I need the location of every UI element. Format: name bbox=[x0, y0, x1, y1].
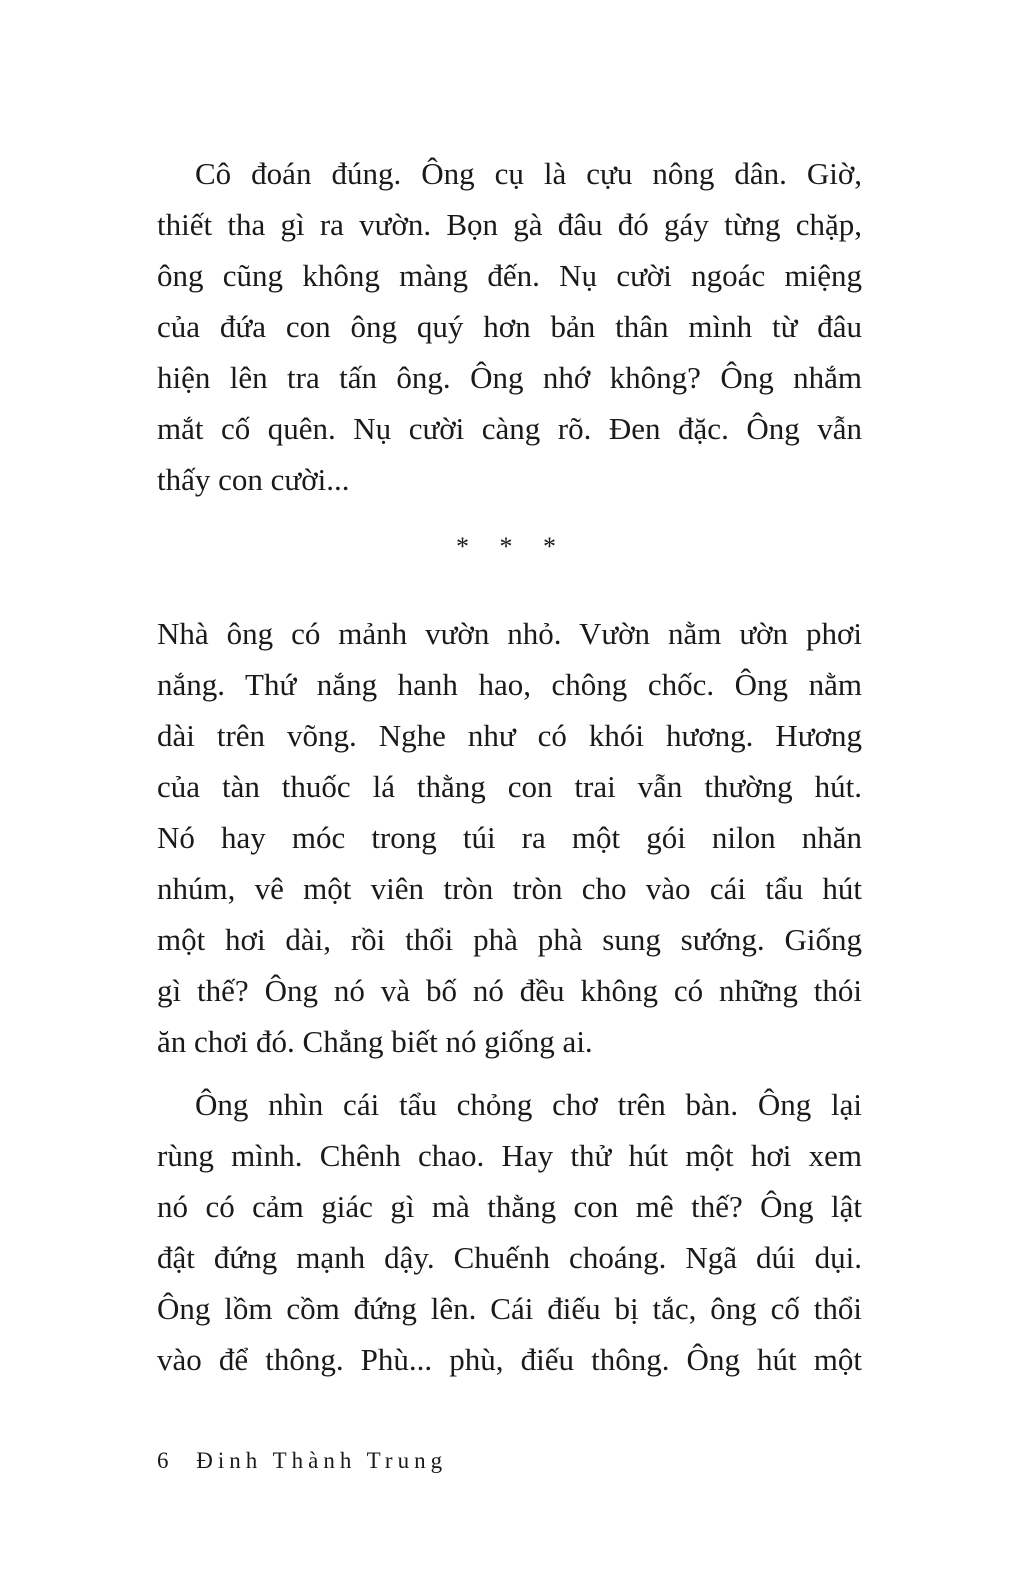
text-line: Ông nhìn cái tẩu chỏng chơ trên bàn. Ông lại bbox=[195, 1087, 862, 1122]
text-line: nó có cảm giác gì mà thằng con mê thế? Ông lật bbox=[157, 1189, 862, 1224]
text-line: Nó hay móc trong túi ra một gói nilon nhăn bbox=[157, 820, 862, 855]
text-line: một hơi dài, rồi thổi phà phà sung sướng. Giống bbox=[157, 922, 862, 957]
text-line: thiết tha gì ra vườn. Bọn gà đâu đó gáy từng chặp, bbox=[157, 207, 862, 242]
text-line: Ông lồm cồm đứng lên. Cái điếu bị tắc, ông cố thổi bbox=[157, 1291, 862, 1326]
text-line: nhúm, vê một viên tròn tròn cho vào cái tẩu hút bbox=[157, 871, 862, 906]
author-name: Đinh Thành Trung bbox=[196, 1448, 448, 1473]
text-line: hiện lên tra tấn ông. Ông nhớ không? Ông nhắm bbox=[157, 360, 862, 395]
text-line: Nhà ông có mảnh vườn nhỏ. Vườn nằm ườn phơi bbox=[157, 616, 862, 651]
section-separator: * * * bbox=[456, 532, 568, 561]
paragraph-1 bbox=[157, 148, 862, 505]
text-line: gì thế? Ông nó và bố nó đều không có những thói bbox=[157, 973, 862, 1008]
paragraph-3 bbox=[157, 1079, 862, 1385]
text-line: ông cũng không màng đến. Nụ cười ngoác miệng bbox=[157, 258, 862, 293]
text-line: vào để thông. Phù... phù, điếu thông. Ông hút một bbox=[157, 1342, 862, 1377]
text-line: rùng mình. Chênh chao. Hay thử hút một hơi xem bbox=[157, 1138, 862, 1173]
text-line: mắt cố quên. Nụ cười càng rõ. Đen đặc. Ông vẫn bbox=[157, 411, 862, 446]
text-line: thấy con cười... bbox=[157, 462, 350, 497]
text-line: đật đứng mạnh dậy. Chuếnh choáng. Ngã dúi dụi. bbox=[157, 1240, 862, 1275]
text-line: dài trên võng. Nghe như có khói hương. Hương bbox=[157, 718, 862, 753]
paragraph-2 bbox=[157, 608, 862, 1067]
text-line: ăn chơi đó. Chẳng biết nó giống ai. bbox=[157, 1024, 593, 1059]
text-line: Cô đoán đúng. Ông cụ là cựu nông dân. Giờ, bbox=[195, 156, 862, 191]
text-line: của đứa con ông quý hơn bản thân mình từ đâu bbox=[157, 309, 862, 344]
page-number: 6 bbox=[157, 1448, 169, 1473]
text-line: nắng. Thứ nắng hanh hao, chông chốc. Ông nằm bbox=[157, 667, 862, 702]
page-footer bbox=[157, 1448, 447, 1474]
text-line: của tàn thuốc lá thằng con trai vẫn thường hút. bbox=[157, 769, 862, 804]
